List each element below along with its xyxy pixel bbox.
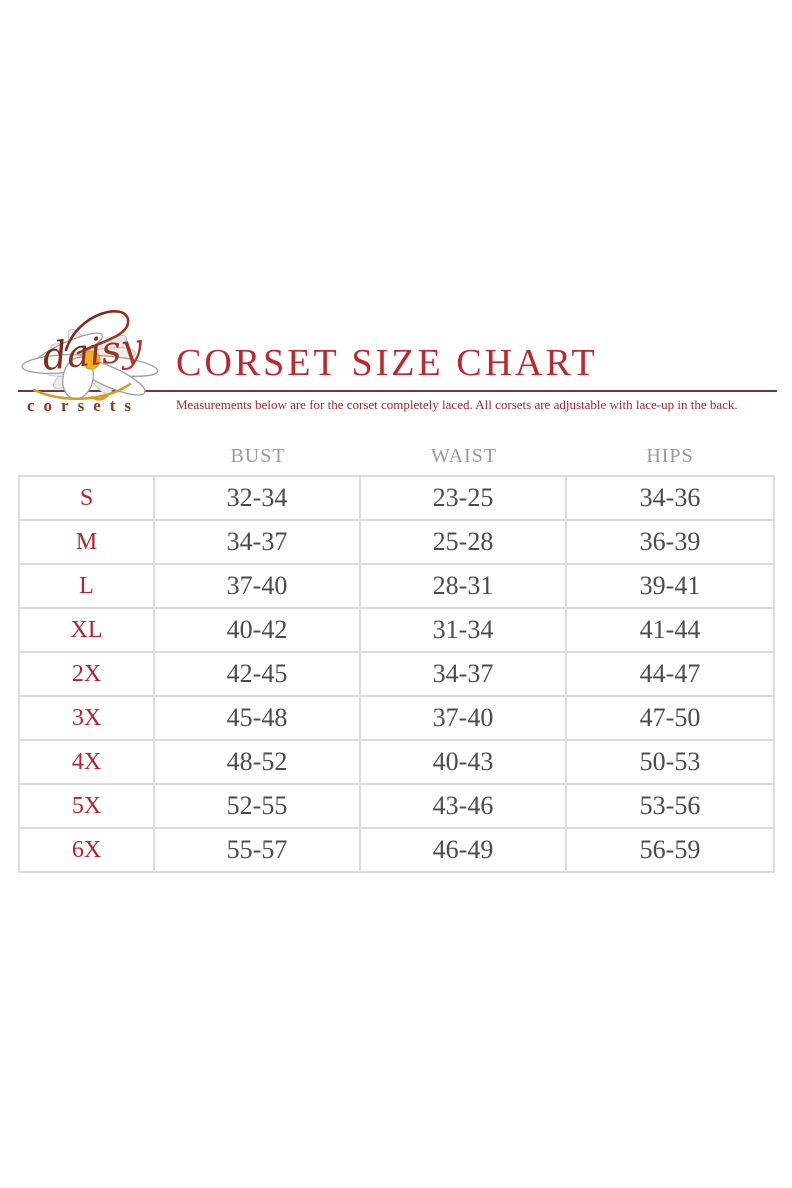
size-cell: 2X <box>20 653 155 695</box>
size-cell: L <box>20 565 155 607</box>
hips-cell: 56-59 <box>639 835 701 864</box>
waist-cell: 40-43 <box>361 741 567 783</box>
size-cell: XL <box>20 609 155 651</box>
page-title: CORSET SIZE CHART <box>176 342 598 384</box>
page-subtitle: Measurements below are for the corset completely laced. All corsets are adjustable with lace-up in the back. <box>176 397 738 412</box>
waist-cell: 28-31 <box>361 565 567 607</box>
table-column-headers <box>20 441 773 471</box>
bust-cell: 48-52 <box>155 741 361 783</box>
bust-cell: 55-57 <box>155 829 361 871</box>
hips-cell: 47-50 <box>639 703 701 732</box>
waist-cell: 25-28 <box>361 521 567 563</box>
bust-cell: 45-48 <box>155 697 361 739</box>
size-cell: 6X <box>20 829 155 871</box>
table-row <box>20 565 773 609</box>
hips-cell: 50-53 <box>639 747 701 776</box>
size-cell: 5X <box>20 785 155 827</box>
waist-column-header: WAIST <box>430 445 498 467</box>
bust-cell: 52-55 <box>155 785 361 827</box>
table-row <box>20 697 773 741</box>
waist-cell: 37-40 <box>361 697 567 739</box>
hips-cell: 36-39 <box>639 527 701 556</box>
size-cell: 3X <box>20 697 155 739</box>
table-row <box>20 477 773 521</box>
table-row <box>20 829 773 871</box>
waist-cell: 34-37 <box>361 653 567 695</box>
hips-column-header: HIPS <box>646 445 694 467</box>
waist-cell: 46-49 <box>361 829 567 871</box>
hips-cell: 44-47 <box>639 659 701 688</box>
table-row <box>20 785 773 829</box>
bust-cell: 34-37 <box>155 521 361 563</box>
hips-cell: 39-41 <box>639 571 701 600</box>
waist-cell: 31-34 <box>361 609 567 651</box>
bust-column-header: BUST <box>230 445 286 467</box>
waist-cell: 23-25 <box>361 477 567 519</box>
table-row <box>20 741 773 785</box>
hips-cell: 34-36 <box>639 483 701 512</box>
size-cell: 4X <box>20 741 155 783</box>
bust-cell: 32-34 <box>155 477 361 519</box>
table-row <box>20 521 773 565</box>
bust-cell: 40-42 <box>155 609 361 651</box>
brand-script-text: daisy <box>40 324 145 379</box>
hips-cell: 41-44 <box>639 615 701 644</box>
table-row <box>20 609 773 653</box>
bust-cell: 42-45 <box>155 653 361 695</box>
size-chart-table-body <box>18 475 775 873</box>
bust-cell: 37-40 <box>155 565 361 607</box>
daisy-logo <box>8 298 176 404</box>
size-column-header <box>20 441 155 471</box>
size-cell: M <box>20 521 155 563</box>
waist-cell: 43-46 <box>361 785 567 827</box>
daisy-flower-icon <box>21 311 158 401</box>
hips-cell: 53-56 <box>639 791 701 820</box>
table-row <box>20 653 773 697</box>
brand-sub-text: corsets <box>27 396 141 415</box>
size-cell: S <box>20 477 155 519</box>
